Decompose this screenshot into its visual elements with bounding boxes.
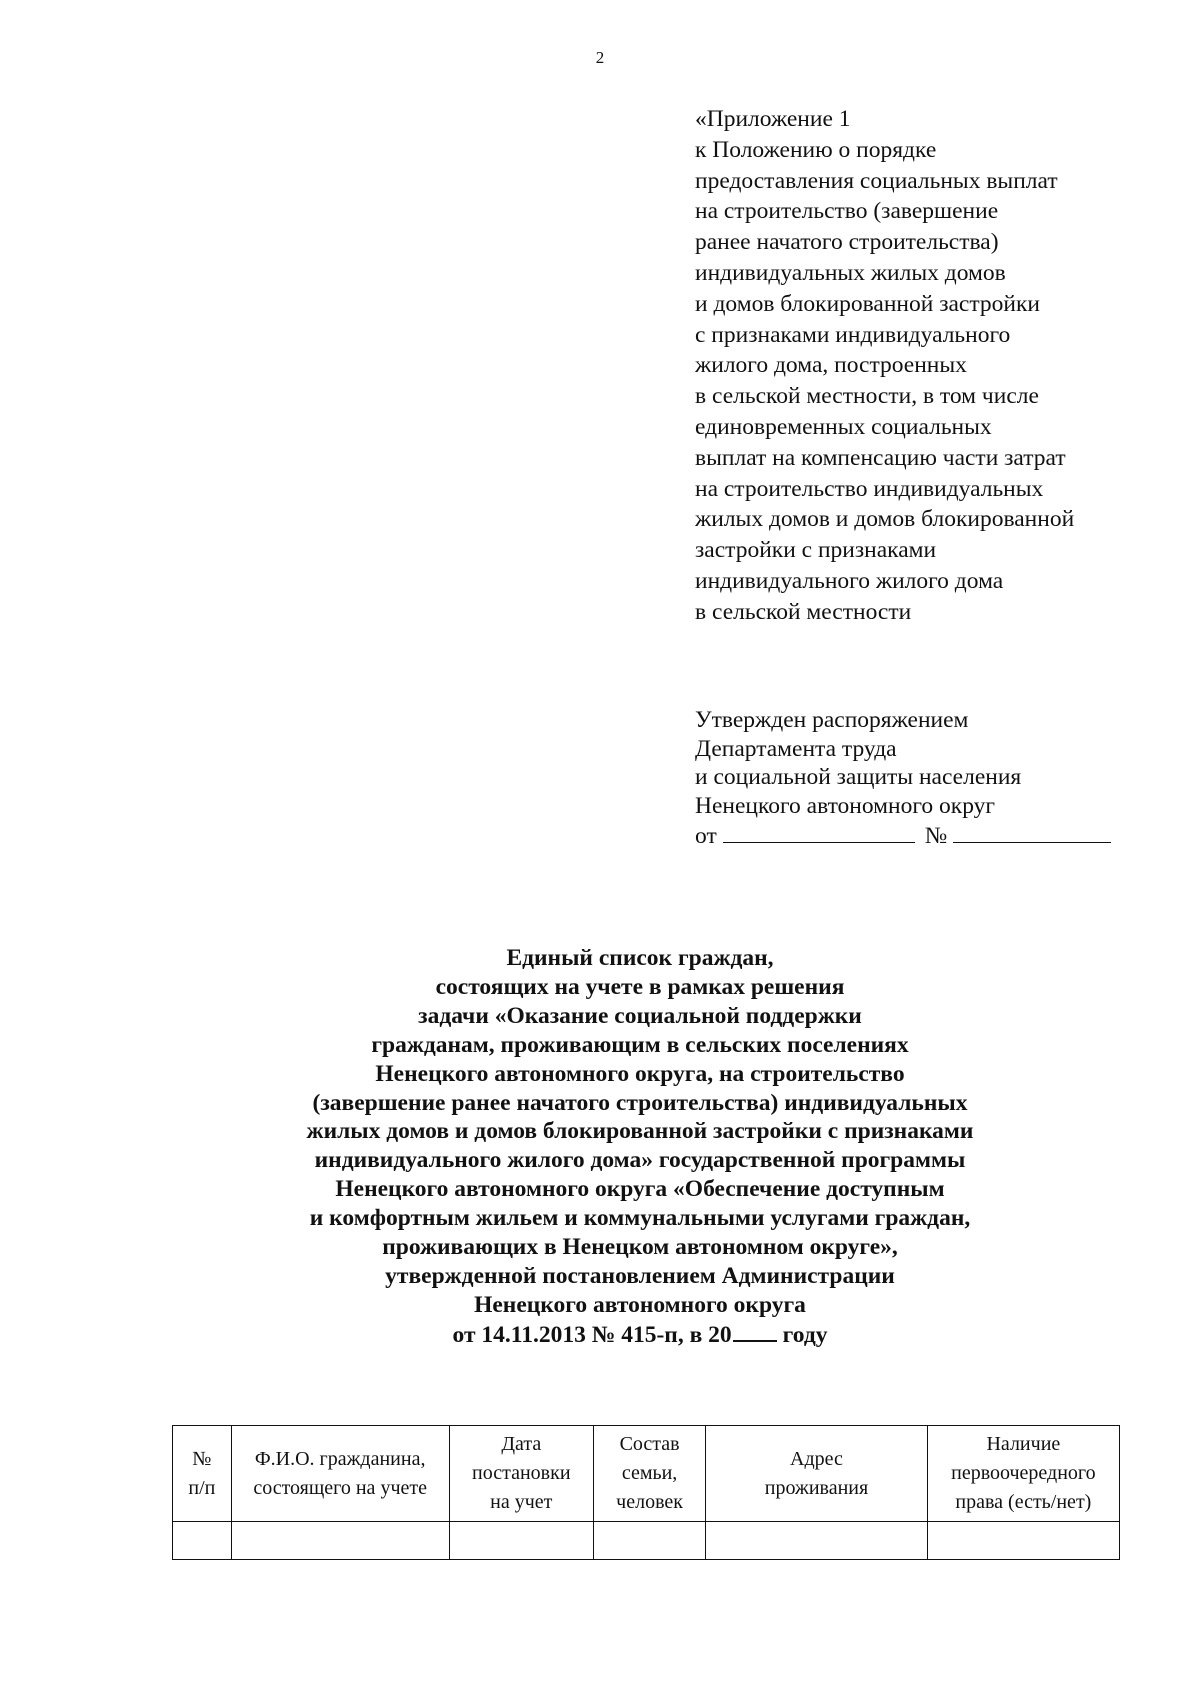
appendix-line: ранее начатого строительства) (695, 229, 999, 256)
header-line: семьи, (621, 1462, 678, 1484)
title-line: Единый список граждан, (506, 945, 774, 971)
appendix-line: застройки с признаками (695, 537, 937, 564)
header-line: состоящего на учете (253, 1476, 427, 1499)
title-line: утвержденной постановлением Администрации (385, 1262, 895, 1289)
table-cell[interactable] (927, 1522, 1119, 1560)
table-cell[interactable] (231, 1522, 449, 1560)
appendix-line: «Приложение 1 (695, 106, 851, 132)
header-line: постановки (472, 1462, 571, 1484)
title-line: состоящих на учете в рамках решения (435, 973, 845, 1000)
appendix-line: предоставления социальных выплат (695, 167, 1058, 194)
title-line: жилых домов и домов блокированной застройки с признаками (306, 1118, 974, 1145)
title-line: Ненецкого автономного округа «Обеспечение доступным (335, 1176, 945, 1203)
table-cell[interactable] (449, 1522, 593, 1560)
header-line: Наличие (986, 1433, 1061, 1455)
title-year-suffix: году (782, 1321, 828, 1348)
table-cell[interactable] (593, 1522, 705, 1560)
appendix-line: жилых домов и домов блокированной (695, 506, 1075, 533)
appendix-line: на строительство индивидуальных (695, 475, 1044, 502)
appendix-line: в сельской местности, в том числе (695, 383, 1039, 410)
appendix-line: и домов блокированной застройки (695, 290, 1040, 317)
year-blank-field[interactable] (733, 1320, 777, 1342)
approval-date-number-line (695, 820, 1165, 851)
title-line: проживающих в Ненецком автономном округе», (382, 1234, 898, 1261)
title-line: и комфортным жильем и коммунальными услугами граждан, (309, 1205, 971, 1232)
number-blank-field[interactable] (953, 820, 1111, 843)
appendix-header (695, 104, 1165, 628)
header-number (173, 1426, 232, 1522)
appendix-line: к Положению о порядке (695, 136, 937, 163)
appendix-line: с признаками индивидуального (695, 321, 1011, 348)
appendix-line: индивидуальных жилых домов (695, 259, 1006, 286)
header-family-size (593, 1426, 705, 1522)
header-priority-right (927, 1426, 1119, 1522)
appendix-line: жилого дома, построенных (695, 352, 967, 379)
header-line: человек (616, 1491, 683, 1513)
citizens-table (172, 1425, 1120, 1560)
header-line: права (есть/нет) (955, 1491, 1092, 1513)
header-registration-date (449, 1426, 593, 1522)
title-line: гражданам, проживающим в сельских поселениях (371, 1031, 909, 1058)
from-label: от (695, 823, 717, 849)
header-full-name (231, 1426, 449, 1522)
page-number: 2 (595, 48, 605, 67)
approval-line: Утвержден распоряжением (695, 707, 969, 733)
approval-line: и социальной защиты населения (695, 764, 1022, 790)
header-line: первоочередного (951, 1462, 1096, 1484)
approval-stamp (695, 706, 1165, 851)
title-line: задачи «Оказание социальной поддержки (418, 1002, 862, 1029)
document-title (160, 944, 1120, 1350)
appendix-line: единовременных социальных (695, 413, 992, 440)
header-address (706, 1426, 928, 1522)
header-line: № (192, 1447, 212, 1470)
appendix-line: индивидуального жилого дома (695, 567, 1004, 594)
title-line: индивидуального жилого дома» государственной программы (314, 1147, 966, 1174)
header-line: Адрес (790, 1447, 843, 1470)
header-line: Состав (619, 1433, 680, 1455)
header-line: на учет (490, 1491, 553, 1513)
table-cell[interactable] (706, 1522, 928, 1560)
title-last-line (160, 1320, 1120, 1350)
header-line: п/п (188, 1476, 216, 1499)
title-date-prefix: от 14.11.2013 № 415-п, в 20 (452, 1321, 732, 1348)
date-blank-field[interactable] (723, 820, 915, 843)
appendix-line: выплат на компенсацию части затрат (695, 444, 1066, 471)
header-line: Ф.И.О. гражданина, (254, 1447, 426, 1470)
number-label: № (924, 823, 948, 849)
approval-line: Департамента труда (695, 735, 897, 762)
table-header-row (173, 1426, 1120, 1522)
approval-line: Ненецкого автономного округ (695, 792, 996, 819)
table-cell[interactable] (173, 1522, 232, 1560)
header-line: Дата (501, 1433, 542, 1455)
header-line: проживания (764, 1476, 869, 1499)
title-line: Ненецкого автономного округа (474, 1291, 806, 1318)
title-line: Ненецкого автономного округа, на строительство (375, 1060, 905, 1087)
appendix-line: на строительство (завершение (695, 198, 999, 225)
appendix-line: в сельской местности (695, 598, 912, 625)
table-row (173, 1522, 1120, 1560)
title-line: (завершение ранее начатого строительства) индивидуальных (312, 1089, 968, 1116)
